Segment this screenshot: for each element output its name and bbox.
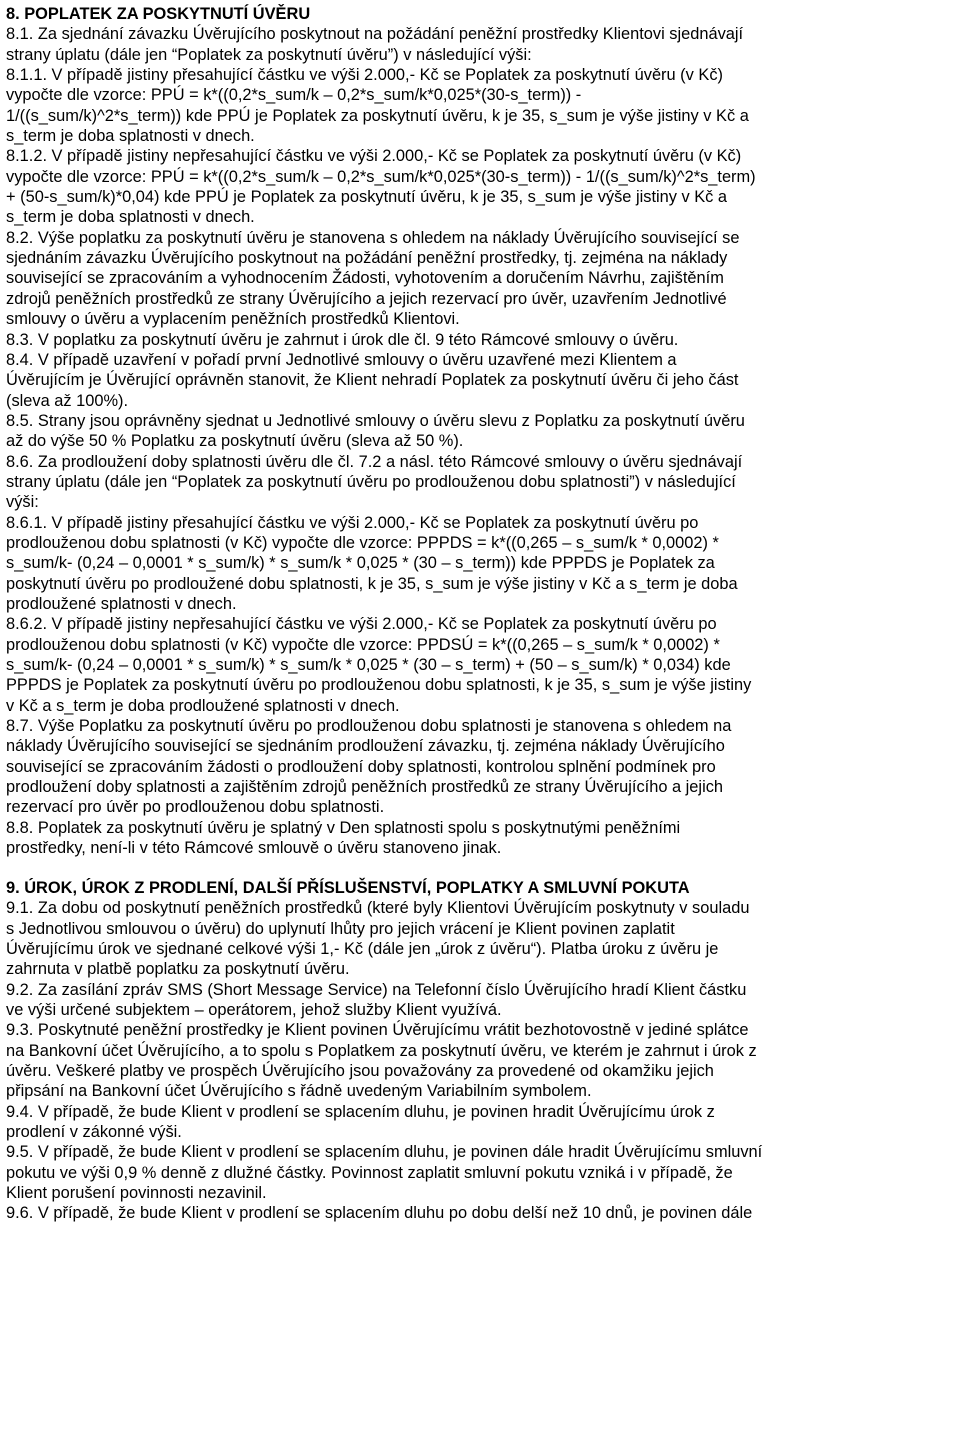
text-line: až do výše 50 % Poplatku za poskytnutí úvěru (sleva až 50 %).: [6, 432, 464, 451]
text-line: prodlouženou dobu splatnosti (v Kč) vypočte dle vzorce: PPDSÚ = k*((0,265 – s_sum/k * 0,0002) *: [6, 635, 720, 654]
text-line: 9.6. V případě, že bude Klient v prodlení se splacením dluhu po dobu delší než 10 dnů, je povinen dále: [6, 1204, 753, 1223]
text-line: s Jednotlivou smlouvou o úvěru) do uplynutí lhůty pro jejich vrácení je Klient povinen zaplatit: [6, 919, 675, 938]
text-line: úvěru. Veškeré platby ve prospěch Úvěrujícího jsou považovány za provedené od okamžiku jejich: [6, 1062, 714, 1081]
text-line: 8.2. Výše poplatku za poskytnutí úvěru je stanovena s ohledem na náklady Úvěrujícího související se: [6, 228, 740, 247]
text-line: 1/((s_sum/k)^2*s_term)) kde PPÚ je Poplatek za poskytnutí úvěru, k je 35, s_sum je výše jistiny v Kč a: [6, 106, 749, 125]
text-line: s_term je doba splatnosti v dnech.: [6, 127, 255, 146]
text-line: zdrojů peněžních prostředků ze strany Úvěrujícího a jejich rezervací pro úvěr, uzavřením Jednotlivé: [6, 289, 727, 308]
text-line: připsání na Bankovní účet Úvěrujícího s řádně uvedeným Variabilním symbolem.: [6, 1082, 592, 1101]
text-line: 8.1.1. V případě jistiny přesahující částku ve výši 2.000,- Kč se Poplatek za poskytnutí úvěru (v Kč): [6, 66, 723, 85]
text-line: 8.8. Poplatek za poskytnutí úvěru je splatný v Den splatnosti spolu s poskytnutými peněžními: [6, 818, 681, 837]
text-line: 9.1. Za dobu od poskytnutí peněžních prostředků (které byly Klientovi Úvěrujícím poskytnuty v souladu: [6, 899, 750, 918]
text-line: 8.1. Za sjednání závazku Úvěrujícího poskytnout na požádání peněžní prostředky Klientovi sjednávají: [6, 25, 744, 44]
section-8-body: [6, 24, 954, 858]
text-line: PPPDS je Poplatek za poskytnutí úvěru po prodlouženou dobu splatnosti, k je 35, s_sum je výše jistiny: [6, 676, 752, 695]
text-line: 9.3. Poskytnuté peněžní prostředky je Klient povinen Úvěrujícímu vrátit bezhotovostně v jediné splátce: [6, 1021, 749, 1040]
text-line: související se zpracováním a vyhodnocením Žádosti, vyhotovením a doručením Návrhu, zajištěním: [6, 269, 724, 288]
text-line: + (50-s_sum/k)*0,04) kde PPÚ je Poplatek za poskytnutí úvěru, k je 35, s_sum je výše jistiny v Kč a: [6, 188, 728, 207]
text-line: prodlení v zákonné výši.: [6, 1123, 182, 1142]
text-line: související se zpracováním žádosti o prodloužení doby splatnosti, kontrolou splnění podmínek pro: [6, 757, 716, 776]
text-line: zahrnuta v platbě poplatku za poskytnutí úvěru.: [6, 960, 350, 979]
text-line: rezervací pro úvěr po prodlouženou dobu splatnosti.: [6, 798, 385, 817]
section-8-heading: 8. POPLATEK ZA POSKYTNUTÍ ÚVĚRU: [6, 5, 311, 23]
text-line: 8.1.2. V případě jistiny nepřesahující částku ve výši 2.000,- Kč se Poplatek za poskytnutí úvěru (v Kč): [6, 147, 742, 166]
text-line: 8.7. Výše Poplatku za poskytnutí úvěru po prodlouženou dobu splatnosti je stanovena s ohledem na: [6, 717, 732, 736]
text-line: pokutu ve výši 0,9 % denně z dlužné částky. Povinnost zaplatit smluvní pokutu vzniká i v případě, že: [6, 1163, 733, 1182]
text-line: výši:: [6, 493, 39, 512]
text-line: s_sum/k- (0,24 – 0,0001 * s_sum/k) * s_sum/k * 0,025 * (30 – s_term)) kde PPPDS je Poplatek za: [6, 554, 715, 573]
text-line: na Bankovní účet Úvěrujícího, a to spolu s Poplatkem za poskytnutí úvěru, ve kterém je zahrnut i úrok z: [6, 1041, 757, 1060]
text-line: s_term je doba splatnosti v dnech.: [6, 208, 255, 227]
text-line: 8.4. V případě uzavření v pořadí první Jednotlivé smlouvy o úvěru uzavřené mezi Klientem a: [6, 350, 677, 369]
text-line: vypočte dle vzorce: PPÚ = k*((0,2*s_sum/k – 0,2*s_sum/k*0,025*(30-s_term)) -: [6, 86, 582, 105]
text-line: 8.5. Strany jsou oprávněny sjednat u Jednotlivé smlouvy o úvěru slevu z Poplatku za poskytnutí úvěru: [6, 411, 745, 430]
section-9-heading: 9. ÚROK, ÚROK Z PRODLENÍ, DALŠÍ PŘÍSLUŠENSTVÍ, POPLATKY A SMLUVNÍ POKUTA: [6, 878, 690, 897]
text-line: (sleva až 100%).: [6, 391, 129, 410]
text-line: poskytnutí úvěru po prodloužené dobu splatnosti, k je 35, s_sum je výše jistiny v Kč a s_term je doba: [6, 574, 738, 593]
text-line: smlouvy o úvěru a vyplacením peněžních prostředků Klientovi.: [6, 310, 460, 329]
text-line: 8.6.1. V případě jistiny přesahující částku ve výši 2.000,- Kč se Poplatek za poskytnutí úvěru po: [6, 513, 699, 532]
text-line: prodlouženou dobu splatnosti (v Kč) vypočte dle vzorce: PPPDS = k*((0,265 – s_sum/k * 0,0002) *: [6, 533, 719, 552]
text-line: strany úplatu (dále jen “Poplatek za poskytnutí úvěru po prodlouženou dobu splatnosti”) v následující: [6, 472, 736, 491]
text-line: sjednáním závazku Úvěrujícího poskytnout na požádání peněžní prostředky, tj. zejména na náklady: [6, 249, 728, 268]
text-line: Klient porušení povinnosti nezavinil.: [6, 1184, 267, 1203]
text-line: ve výši určené subjektem – operátorem, jehož služby Klient využívá.: [6, 1001, 502, 1019]
text-line: strany úplatu (dále jen “Poplatek za poskytnutí úvěru”) v následující výši:: [6, 45, 532, 64]
text-line: s_sum/k- (0,24 – 0,0001 * s_sum/k) * s_sum/k * 0,025 * (30 – s_term) + (50 – s_sum/k) * 0,034) kde: [6, 656, 731, 674]
text-line: v Kč a s_term je doba prodloužené splatnosti v dnech.: [6, 696, 400, 715]
text-line: prodloužení doby splatnosti a zajištěním zdrojů peněžních prostředků ze strany Úvěrujícího a jejich: [6, 778, 724, 797]
section-gap: [6, 858, 954, 878]
text-line: 8.6.2. V případě jistiny nepřesahující částku ve výši 2.000,- Kč se Poplatek za poskytnutí úvěru po: [6, 615, 717, 634]
text-line: 9.2. Za zasílání zpráv SMS (Short Message Service) na Telefonní číslo Úvěrujícího hradí Klient částku: [6, 980, 747, 999]
text-line: Úvěrujícímu úrok ve sjednané celkové výši 1,- Kč (dále jen „úrok z úvěru“). Platba úroku z úvěru je: [6, 939, 719, 958]
text-line: 8.3. V poplatku za poskytnutí úvěru je zahrnut i úrok dle čl. 9 této Rámcové smlouvy o úvěru.: [6, 330, 679, 349]
text-line: 8.6. Za prodloužení doby splatnosti úvěru dle čl. 7.2 a násl. této Rámcové smlouvy o úvěru sjednávají: [6, 452, 743, 471]
text-line: 9.5. V případě, že bude Klient v prodlení se splacením dluhu, je povinen dále hradit Úvěrujícímu smluvní: [6, 1143, 763, 1162]
text-line: Úvěrujícím je Úvěrující oprávněn stanovit, že Klient nehradí Poplatek za poskytnutí úvěru či jeho část: [6, 371, 739, 390]
text-line: prodloužené splatnosti v dnech.: [6, 594, 237, 613]
section-9-body: [6, 898, 954, 1224]
text-line: vypočte dle vzorce: PPÚ = k*((0,2*s_sum/k – 0,2*s_sum/k*0,025*(30-s_term)) - 1/((s_sum/k)^2*s_term): [6, 167, 756, 186]
text-line: náklady Úvěrujícího související se sjednáním prodloužení závazku, tj. zejména náklady Úvěrujícího: [6, 737, 725, 756]
text-line: 9.4. V případě, že bude Klient v prodlení se splacením dluhu, je povinen hradit Úvěrujícímu úrok z: [6, 1102, 715, 1121]
text-line: prostředky, není-li v této Rámcové smlouvě o úvěru stanoveno jinak.: [6, 839, 502, 858]
